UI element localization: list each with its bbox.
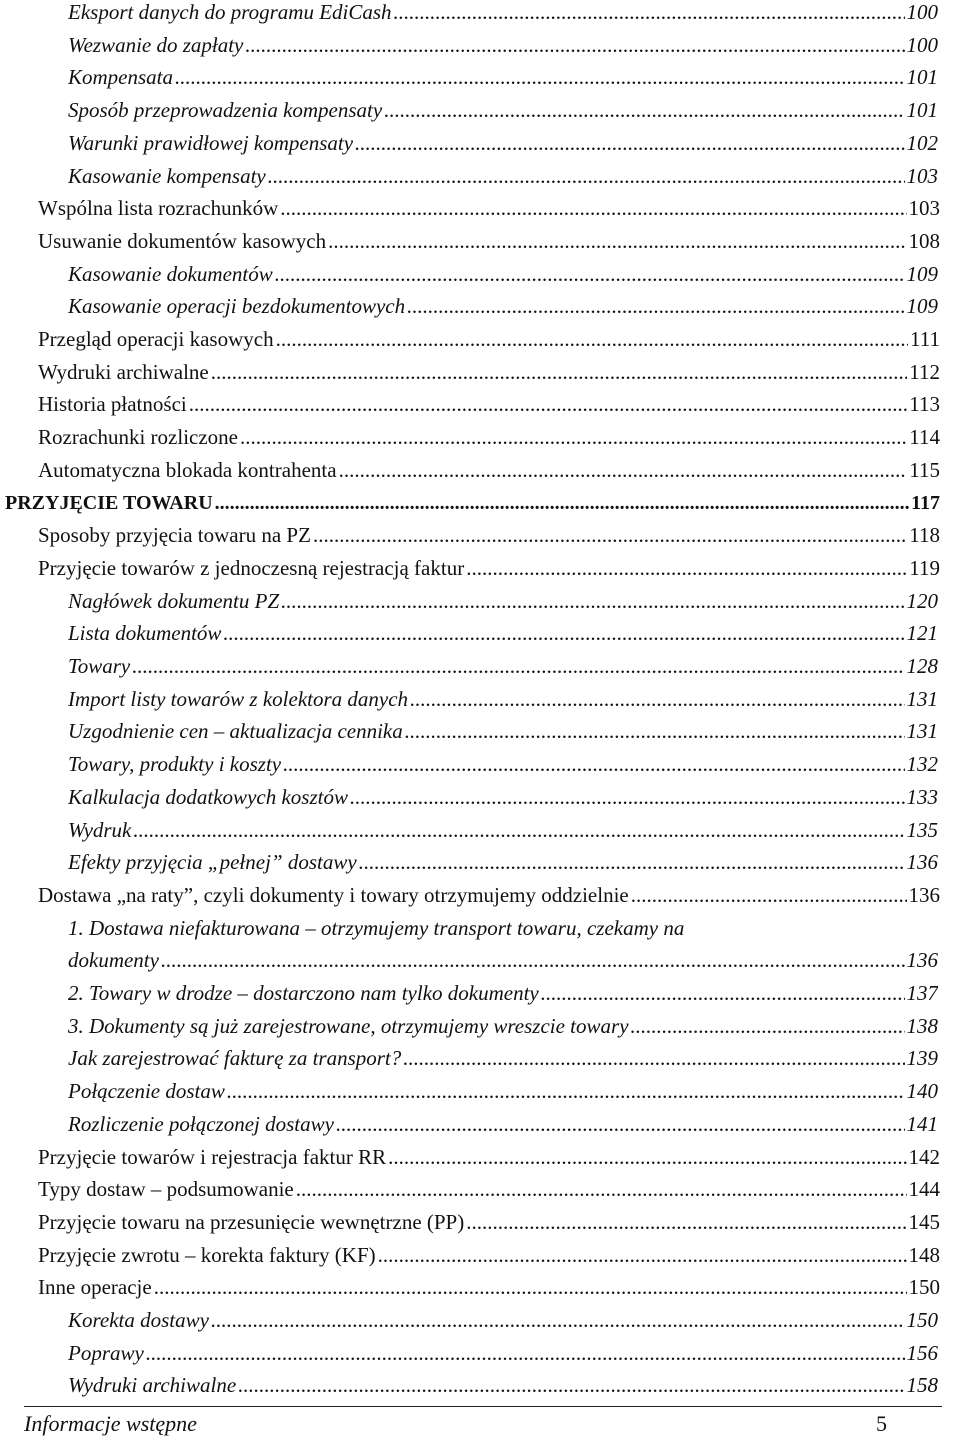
toc-entry[interactable]: [68, 127, 938, 159]
toc-entry-text: Import listy towarów z kolektora danych: [68, 686, 409, 711]
toc-entry[interactable]: [38, 1173, 940, 1205]
toc-entry-text: Wspólna lista rozrachunków: [38, 196, 279, 221]
dot-leader: [339, 454, 908, 486]
toc-entry-text: Wezwanie do zapłaty: [68, 32, 244, 57]
toc-entry-text: Przyjęcie towarów i rejestracja faktur RR: [38, 1144, 387, 1169]
toc-page-number: 111: [910, 327, 940, 351]
toc-page-number: 112: [909, 359, 940, 384]
toc-entry[interactable]: [68, 617, 938, 649]
toc-entry-text: Inne operacje: [38, 1275, 152, 1300]
dot-leader: [227, 1075, 905, 1107]
toc-page-number: 142: [908, 1144, 940, 1169]
toc-entry[interactable]: [68, 29, 938, 61]
dot-leader: [355, 127, 904, 159]
toc-entry-text: Efekty przyjęcia „pełnej” dostawy: [68, 850, 357, 875]
toc-page-number: 115: [909, 457, 940, 482]
toc-entry-text: Wydruki archiwalne: [38, 359, 209, 384]
toc-entry[interactable]: [38, 552, 940, 584]
toc-entry-text: Wydruki archiwalne: [68, 1373, 237, 1398]
toc-entry-text: Usuwanie dokumentów kasowych: [38, 228, 327, 253]
toc-entry[interactable]: [68, 1337, 938, 1369]
dot-leader: [133, 814, 904, 846]
toc-entry[interactable]: [38, 323, 940, 355]
toc-entry-text: Typy dostaw – podsumowanie: [38, 1177, 294, 1202]
dot-leader: [268, 160, 905, 192]
toc-entry[interactable]: [38, 1206, 940, 1238]
toc-entry[interactable]: [68, 715, 938, 747]
dot-leader: [276, 323, 908, 355]
toc-page-number: 128: [906, 654, 938, 678]
toc-entry-text: dokumenty: [68, 948, 159, 973]
dot-leader: [238, 1369, 904, 1401]
toc-page-number: 109: [906, 261, 938, 286]
toc-page-number: 100: [906, 0, 938, 24]
dot-leader: [280, 192, 906, 224]
toc-page-number: 100: [906, 32, 938, 57]
toc-page-number: 113: [909, 392, 940, 417]
dot-leader: [466, 552, 907, 584]
toc-entry[interactable]: [68, 1108, 938, 1140]
dot-leader: [631, 1010, 905, 1042]
dot-leader: [313, 519, 907, 551]
toc-entry-text: Przyjęcie zwrotu – korekta faktury (KF): [38, 1242, 376, 1267]
toc-entry[interactable]: [68, 748, 938, 780]
dot-leader: [240, 421, 907, 453]
toc-page-number: 119: [909, 555, 940, 580]
toc-entry[interactable]: [68, 814, 938, 846]
toc-entry-text: Historia płatności: [38, 392, 187, 417]
toc-entry[interactable]: [68, 846, 938, 878]
toc-entry-text: Eksport danych do programu EdiCash: [68, 0, 392, 24]
dot-leader: [211, 1304, 905, 1336]
toc-entry-text: Przyjęcie towaru na przesunięcie wewnętrzne (PP): [38, 1209, 465, 1234]
toc-page-number: 148: [908, 1242, 940, 1267]
dot-leader: [350, 781, 905, 813]
toc-entry[interactable]: [68, 61, 938, 93]
toc-entry[interactable]: [68, 585, 938, 617]
dot-leader: [245, 29, 904, 61]
toc-entry[interactable]: [38, 225, 940, 257]
toc-entry-text: Uzgodnienie cen – aktualizacja cennika: [68, 719, 403, 744]
dot-leader: [359, 846, 905, 878]
toc-page-number: 136: [906, 850, 938, 875]
dot-leader: [541, 977, 905, 1009]
toc-entry-text: Kompensata: [68, 65, 173, 90]
toc-entry[interactable]: [68, 160, 938, 192]
toc-entry-text: Kalkulacja dodatkowych kosztów: [68, 784, 348, 809]
toc-page-number: 144: [908, 1177, 940, 1202]
toc-entry-text: Połączenie dostaw: [68, 1079, 225, 1104]
toc-entry[interactable]: [68, 1042, 938, 1074]
toc-page-number: 118: [909, 523, 940, 548]
toc-page-number: 140: [906, 1079, 938, 1104]
toc-page-number: 145: [908, 1209, 940, 1234]
toc-page-number: 150: [908, 1275, 940, 1300]
toc-entry-text: Kasowanie kompensaty: [68, 163, 266, 188]
dot-leader: [403, 1042, 904, 1074]
dot-leader: [405, 715, 905, 747]
toc-entry-text: PRZYJĘCIE TOWARU: [5, 491, 213, 514]
toc-page-number: 131: [906, 686, 938, 711]
dot-leader: [215, 487, 909, 519]
dot-leader: [154, 1271, 907, 1303]
dot-leader: [336, 1108, 905, 1140]
footer-divider: [24, 1406, 942, 1407]
toc-entry[interactable]: [38, 421, 940, 453]
toc-entry-text: 2. Towary w drodze – dostarczono nam tylko dokumenty: [68, 981, 539, 1005]
toc-entry-text: Towary, produkty i koszty: [68, 752, 282, 777]
toc-entry-text: Jak zarejestrować fakturę za transport?: [68, 1046, 402, 1071]
toc-entry-text: Przyjęcie towarów z jednoczesną rejestracją faktur: [38, 555, 465, 580]
footer-title: Informacje wstępne: [24, 1411, 197, 1436]
dot-leader: [631, 879, 907, 911]
dot-leader: [378, 1239, 907, 1271]
toc-entry[interactable]: [68, 650, 938, 682]
toc-entry[interactable]: [68, 977, 938, 1009]
toc-entry-text: Rozliczenie połączonej dostawy: [68, 1111, 334, 1136]
toc-entry[interactable]: [68, 258, 938, 290]
toc-entry-text: Nagłówek dokumentu PZ: [68, 588, 280, 613]
dot-leader: [223, 617, 904, 649]
dot-leader: [466, 1206, 906, 1238]
toc-page-number: 138: [906, 1013, 938, 1038]
toc-entry[interactable]: [38, 519, 940, 551]
dot-leader: [132, 650, 904, 682]
toc-chapter-heading[interactable]: [5, 487, 940, 519]
dot-leader: [388, 1141, 906, 1173]
dot-leader: [175, 61, 905, 93]
toc-entry-text: Warunki prawidłowej kompensaty: [68, 130, 354, 155]
toc-entry[interactable]: [38, 388, 940, 420]
toc-page-number: 103: [906, 163, 938, 188]
toc-page-number: 117: [911, 491, 940, 514]
toc-entry-text: Lista dokumentów: [68, 621, 222, 646]
toc-entry[interactable]: [68, 0, 938, 28]
toc-entry[interactable]: [38, 192, 940, 224]
toc-entry[interactable]: [38, 879, 940, 911]
toc-page-number: 136: [908, 882, 940, 907]
toc-entry-text: Rozrachunki rozliczone: [38, 425, 238, 450]
toc-entry-text: Dostawa „na raty”, czyli dokumenty i towary otrzymujemy oddzielnie: [38, 882, 629, 907]
toc-entry-text: Poprawy: [68, 1340, 144, 1365]
toc-page-number: 150: [906, 1308, 938, 1332]
toc-page-number: 109: [906, 294, 938, 319]
dot-leader: [211, 356, 908, 388]
toc-entry[interactable]: [68, 1369, 938, 1401]
dot-leader: [161, 944, 905, 976]
toc-page-number: 158: [906, 1373, 938, 1398]
toc-page-number: 141: [906, 1111, 938, 1136]
dot-leader: [394, 0, 905, 28]
toc-entry[interactable]: [68, 1075, 938, 1107]
toc-entry[interactable]: [68, 683, 938, 715]
toc-entry[interactable]: [68, 1010, 938, 1042]
toc-entry[interactable]: [68, 1304, 938, 1336]
dot-leader: [328, 225, 906, 257]
toc-entry[interactable]: [38, 1141, 940, 1173]
toc-entry-text: Korekta dostawy: [68, 1308, 209, 1332]
dot-leader: [189, 388, 908, 420]
toc-entry-text: Towary: [68, 654, 131, 678]
toc-page-number: 101: [906, 65, 938, 90]
toc-entry[interactable]: [38, 454, 940, 486]
dot-leader: [275, 258, 905, 290]
toc-page-number: 108: [908, 228, 940, 253]
toc-page-number: 114: [909, 425, 940, 450]
toc-entry-text: Wydruk: [68, 817, 132, 842]
toc-page-number: 120: [906, 588, 938, 613]
toc-entry-text: Automatyczna blokada kontrahenta: [38, 457, 337, 482]
toc-page-number: 131: [906, 719, 938, 744]
toc-page-number: 102: [906, 130, 938, 155]
toc-page-number: 137: [906, 981, 938, 1005]
toc-entry-text: Kasowanie dokumentów: [68, 261, 273, 286]
toc-page-number: 139: [906, 1046, 938, 1071]
dot-leader: [410, 683, 904, 715]
toc-entry[interactable]: [68, 781, 938, 813]
footer-page-number: 5: [876, 1411, 887, 1436]
toc-page-number: 103: [908, 196, 940, 221]
dot-leader: [384, 94, 904, 126]
dot-leader: [407, 290, 904, 322]
toc-entry-text: Sposób przeprowadzenia kompensaty: [68, 98, 383, 123]
dot-leader: [146, 1337, 905, 1369]
dot-leader: [296, 1173, 907, 1205]
toc-entry-text: 1. Dostawa niefakturowana – otrzymujemy transport towaru, czekamy na: [68, 915, 685, 940]
toc-page-number: 156: [906, 1340, 938, 1365]
dot-leader: [281, 585, 904, 617]
toc-page-number: 133: [906, 784, 938, 809]
toc-page-number: 121: [906, 621, 938, 646]
toc-entry-text: Przegląd operacji kasowych: [38, 327, 274, 351]
toc-entry[interactable]: [38, 1239, 940, 1271]
toc-page-number: 136: [906, 948, 938, 973]
toc-entry-text: Kasowanie operacji bezdokumentowych: [68, 294, 406, 319]
dot-leader: [283, 748, 904, 780]
toc-entry[interactable]: [68, 94, 938, 126]
toc-page-number: 132: [906, 752, 938, 777]
toc-entry[interactable]: [38, 356, 940, 388]
toc-page-number: 135: [906, 817, 938, 842]
toc-entry-text: 3. Dokumenty są już zarejestrowane, otrzymujemy wreszcie towary: [68, 1013, 629, 1038]
toc-page-number: 101: [906, 98, 938, 123]
toc-entry[interactable]: [68, 290, 938, 322]
toc-entry[interactable]: [38, 1271, 940, 1303]
toc-entry-text: Sposoby przyjęcia towaru na PZ: [38, 523, 311, 548]
toc-entry[interactable]: [68, 944, 938, 976]
